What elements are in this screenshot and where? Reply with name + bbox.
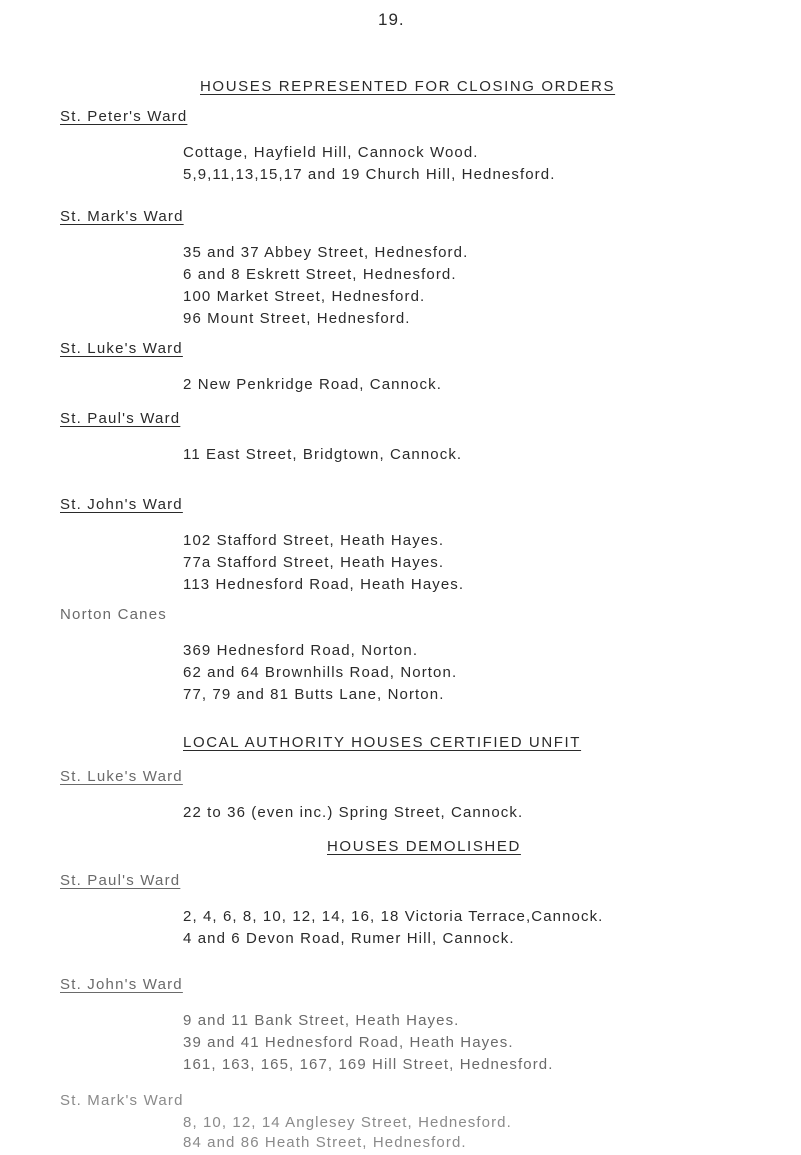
- ward-heading: St. Paul's Ward: [60, 410, 181, 427]
- address-entry: 77a Stafford Street, Heath Hayes.: [183, 554, 445, 571]
- address-entry: 77, 79 and 81 Butts Lane, Norton.: [183, 686, 445, 703]
- address-entry: 113 Hednesford Road, Heath Hayes.: [183, 576, 465, 593]
- address-entry: 35 and 37 Abbey Street, Hednesford.: [183, 244, 469, 261]
- ward-heading: Norton Canes: [60, 606, 167, 623]
- ward-heading: St. Mark's Ward: [60, 1092, 184, 1109]
- address-entry: 2 New Penkridge Road, Cannock.: [183, 376, 442, 393]
- address-entry: 8, 10, 12, 14 Anglesey Street, Hednesford.: [183, 1114, 512, 1131]
- ward-heading: St. John's Ward: [60, 976, 183, 993]
- address-entry: 39 and 41 Hednesford Road, Heath Hayes.: [183, 1034, 514, 1051]
- section-heading-demolished: HOUSES DEMOLISHED: [327, 838, 521, 855]
- address-entry: 96 Mount Street, Hednesford.: [183, 310, 411, 327]
- address-entry: 5,9,11,13,15,17 and 19 Church Hill, Hednesford.: [183, 166, 556, 183]
- address-entry: 100 Market Street, Hednesford.: [183, 288, 426, 305]
- ward-heading: St. Paul's Ward: [60, 872, 181, 889]
- ward-heading: St. Mark's Ward: [60, 208, 184, 225]
- address-entry: 2, 4, 6, 8, 10, 12, 14, 16, 18 Victoria Terrace,Cannock.: [183, 908, 604, 925]
- ward-heading: St. Peter's Ward: [60, 108, 188, 125]
- address-entry: 11 East Street, Bridgtown, Cannock.: [183, 446, 463, 463]
- page-number: 19.: [378, 10, 405, 29]
- section-heading-certified-unfit: LOCAL AUTHORITY HOUSES CERTIFIED UNFIT: [183, 734, 582, 751]
- address-entry: 22 to 36 (even inc.) Spring Street, Cannock.: [183, 804, 524, 821]
- address-entry: Cottage, Hayfield Hill, Cannock Wood.: [183, 144, 479, 161]
- address-entry: 102 Stafford Street, Heath Hayes.: [183, 532, 445, 549]
- address-entry: 84 and 86 Heath Street, Hednesford.: [183, 1134, 467, 1151]
- address-entry: 6 and 8 Eskrett Street, Hednesford.: [183, 266, 457, 283]
- ward-heading: St. Luke's Ward: [60, 768, 183, 785]
- ward-heading: St. John's Ward: [60, 496, 183, 513]
- address-entry: 161, 163, 165, 167, 169 Hill Street, Hednesford.: [183, 1056, 554, 1073]
- address-entry: 369 Hednesford Road, Norton.: [183, 642, 419, 659]
- address-entry: 62 and 64 Brownhills Road, Norton.: [183, 664, 458, 681]
- address-entry: 9 and 11 Bank Street, Heath Hayes.: [183, 1012, 460, 1029]
- address-entry: 4 and 6 Devon Road, Rumer Hill, Cannock.: [183, 930, 515, 947]
- section-heading-closing-orders: HOUSES REPRESENTED FOR CLOSING ORDERS: [200, 78, 616, 95]
- ward-heading: St. Luke's Ward: [60, 340, 183, 357]
